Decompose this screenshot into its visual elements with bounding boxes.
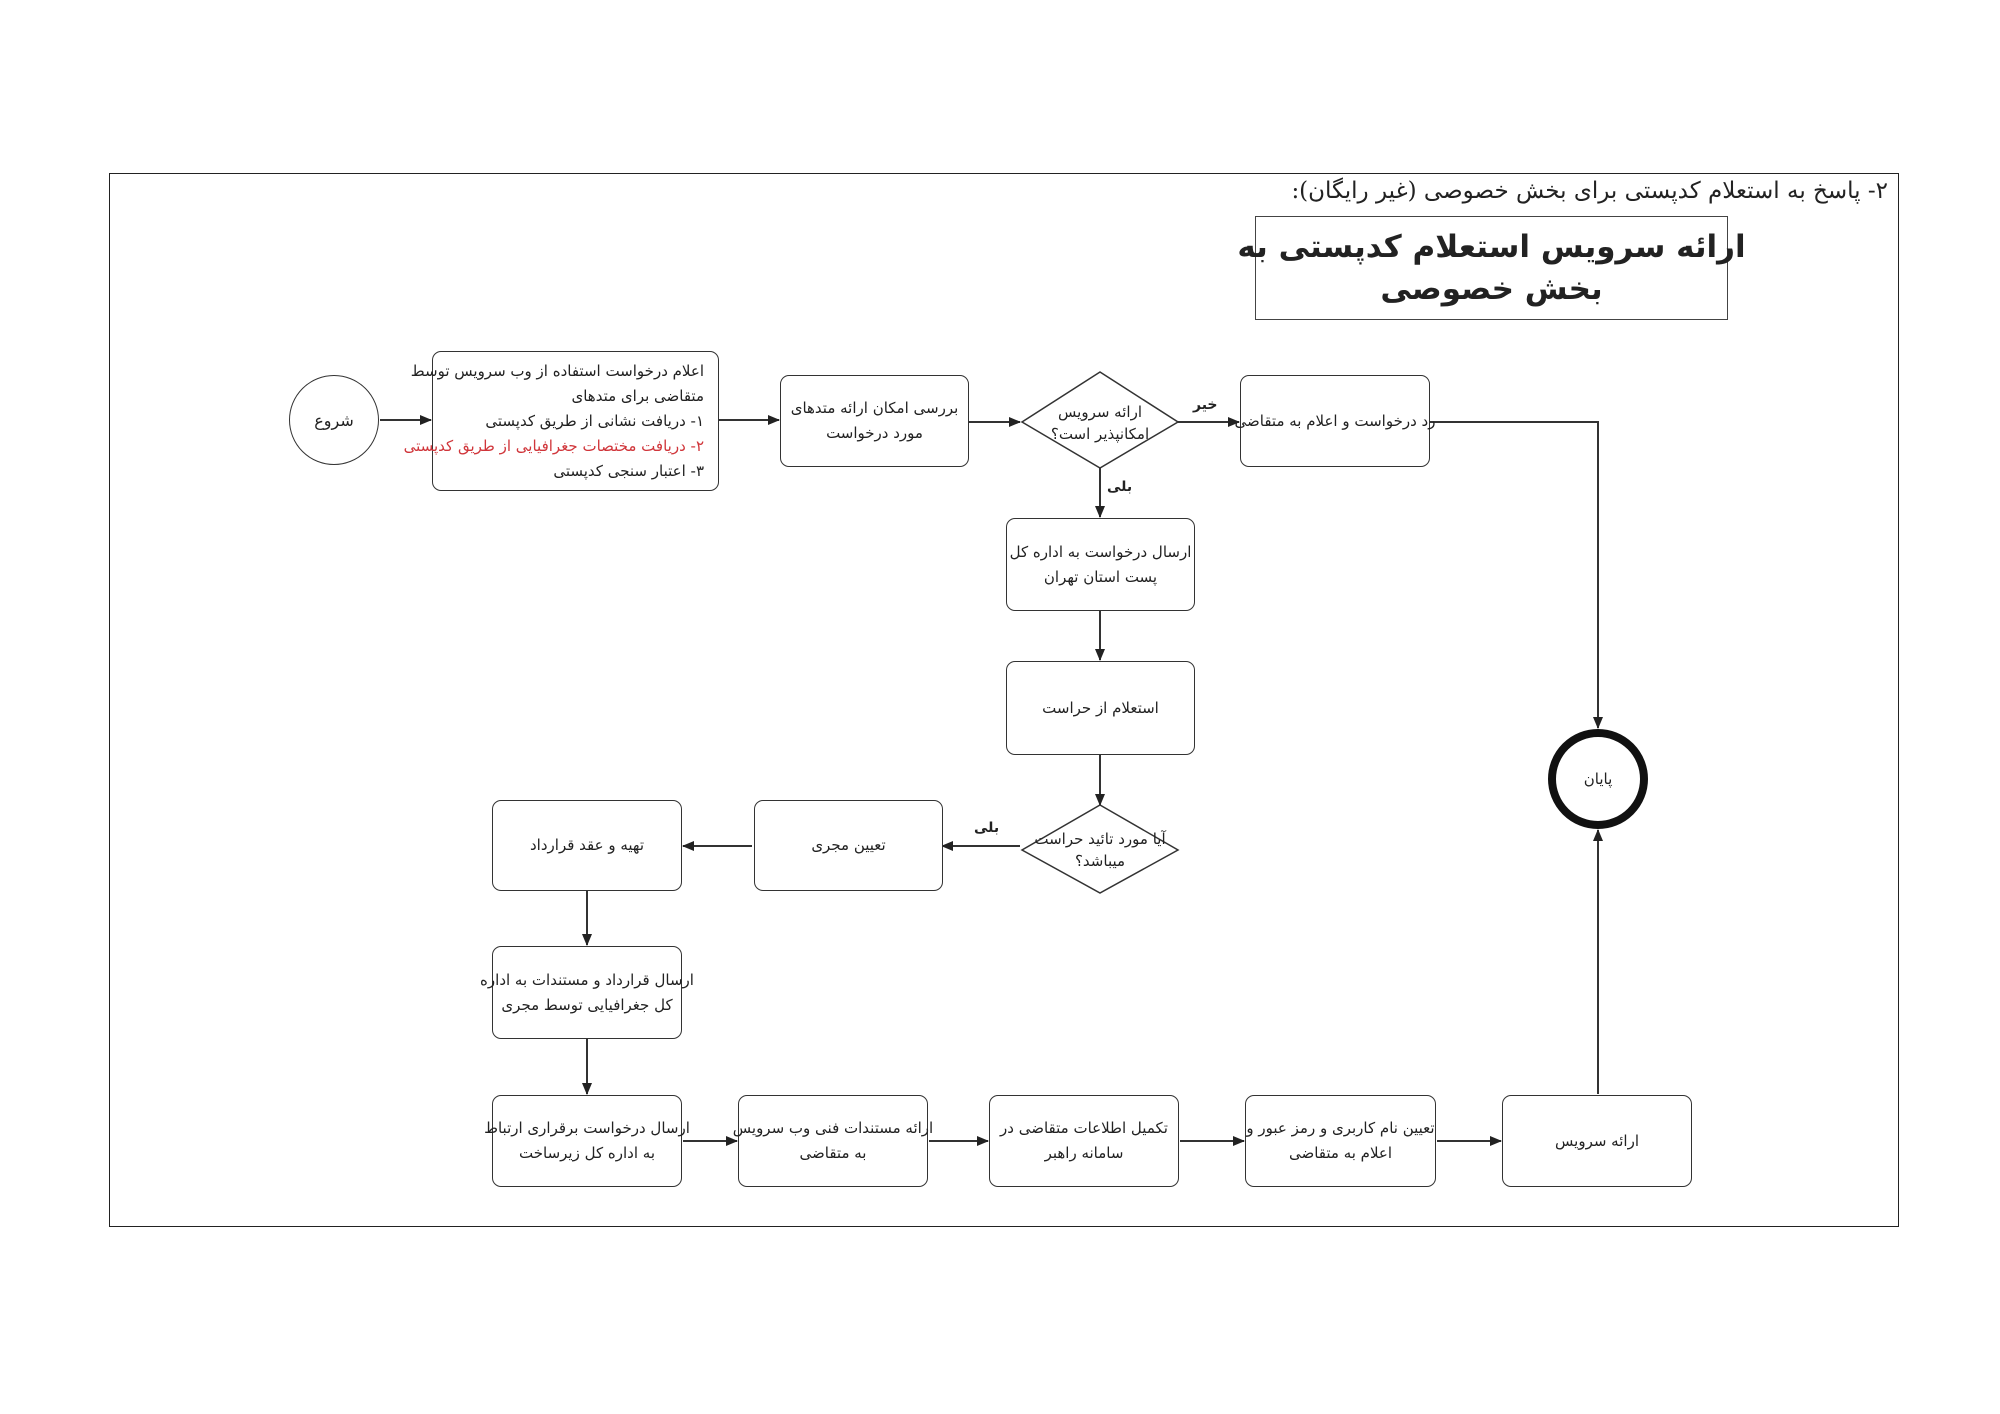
announce-line1: اعلام درخواست استفاده از وب سرویس توسط	[410, 361, 704, 380]
complete-line1: تکمیل اطلاعات متقاضی در	[1000, 1119, 1168, 1137]
arrow-reject-to-end	[1430, 422, 1598, 728]
executor-label: تعیین مجری	[811, 836, 886, 854]
label-yes-possible: بلی	[1107, 479, 1133, 495]
section-heading: ۲- پاسخ به استعلام کدپستی برای بخش خصوصی (غیر رایگان):	[1291, 178, 1888, 204]
infra-line1: ارسال درخواست برقراری ارتباط	[484, 1119, 690, 1137]
start-node	[289, 375, 379, 465]
diagram-title-line1: ارائه سرویس استعلام کدپستی به	[1237, 229, 1746, 265]
announce-item3: ۳- اعتبار سنجی کدپستی	[553, 461, 704, 480]
end-node	[1548, 729, 1648, 829]
tehran-line2: پست استان تهران	[1043, 567, 1158, 586]
decision-possible-line1: ارائه سرویس	[1058, 403, 1142, 421]
end-label: پایان	[1583, 770, 1613, 788]
announce-item1: ۱- دریافت نشانی از طریق کدپستی	[485, 411, 704, 430]
step-provide-docs	[732, 1095, 934, 1187]
start-label: شروع	[314, 410, 354, 430]
label-no: خیر	[1193, 397, 1218, 413]
reject-label: رد درخواست و اعلام به متقاضی	[1234, 411, 1436, 430]
step-send-contract	[480, 946, 694, 1039]
step-announce-request	[403, 351, 719, 491]
step-complete-info	[989, 1095, 1179, 1187]
announce-line2: متقاضی برای متدهای	[571, 386, 704, 405]
step-review-methods	[780, 375, 969, 467]
label-yes-approved: بلی	[974, 820, 1000, 836]
step-security-inquiry	[1006, 661, 1195, 755]
complete-line2: سامانه راهبر	[1044, 1144, 1124, 1162]
decision-approved-line1: آیا مورد تائید حراست	[1034, 830, 1166, 848]
review-line1: بررسی امکان ارائه متدهای	[790, 399, 959, 417]
step-infra-connection	[484, 1095, 690, 1187]
docs-line2: به متقاضی	[799, 1144, 867, 1162]
infra-line2: به اداره کل زیرساخت	[519, 1144, 655, 1162]
decision-approved-text	[1030, 824, 1170, 876]
step-credentials	[1245, 1095, 1436, 1187]
step-provide-service	[1502, 1095, 1692, 1187]
credentials-line1: تعیین نام کاربری و رمز عبور و	[1246, 1119, 1435, 1137]
credentials-line2: اعلام به متقاضی	[1288, 1144, 1393, 1162]
send-contract-line2: کل جغرافیایی توسط مجری	[501, 995, 673, 1014]
step-assign-executor	[754, 800, 943, 891]
tehran-line1: ارسال درخواست به اداره کل	[1009, 542, 1192, 561]
decision-approved-line2: میباشد؟	[1074, 852, 1126, 870]
decision-possible-text	[1030, 395, 1170, 451]
step-send-to-tehran	[1006, 518, 1195, 611]
docs-line1: ارائه مستندات فنی وب سرویس	[732, 1119, 934, 1137]
send-contract-line1: ارسال قرارداد و مستندات به اداره	[480, 970, 694, 989]
step-reject-request	[1234, 375, 1436, 467]
review-line2: مورد درخواست	[826, 424, 923, 442]
provide-label: ارائه سرویس	[1555, 1131, 1639, 1150]
step-prepare-contract	[492, 800, 682, 891]
security-label: استعلام از حراست	[1042, 698, 1159, 717]
decision-possible-line2: امکانپذیر است؟	[1050, 425, 1150, 443]
contract-label: تهیه و عقد قرارداد	[530, 836, 645, 854]
diagram-title-line2: بخش خصوصی	[1380, 271, 1603, 307]
announce-item2: ۲- دریافت مختصات جغرافیایی از طریق کدپستی	[403, 436, 704, 455]
